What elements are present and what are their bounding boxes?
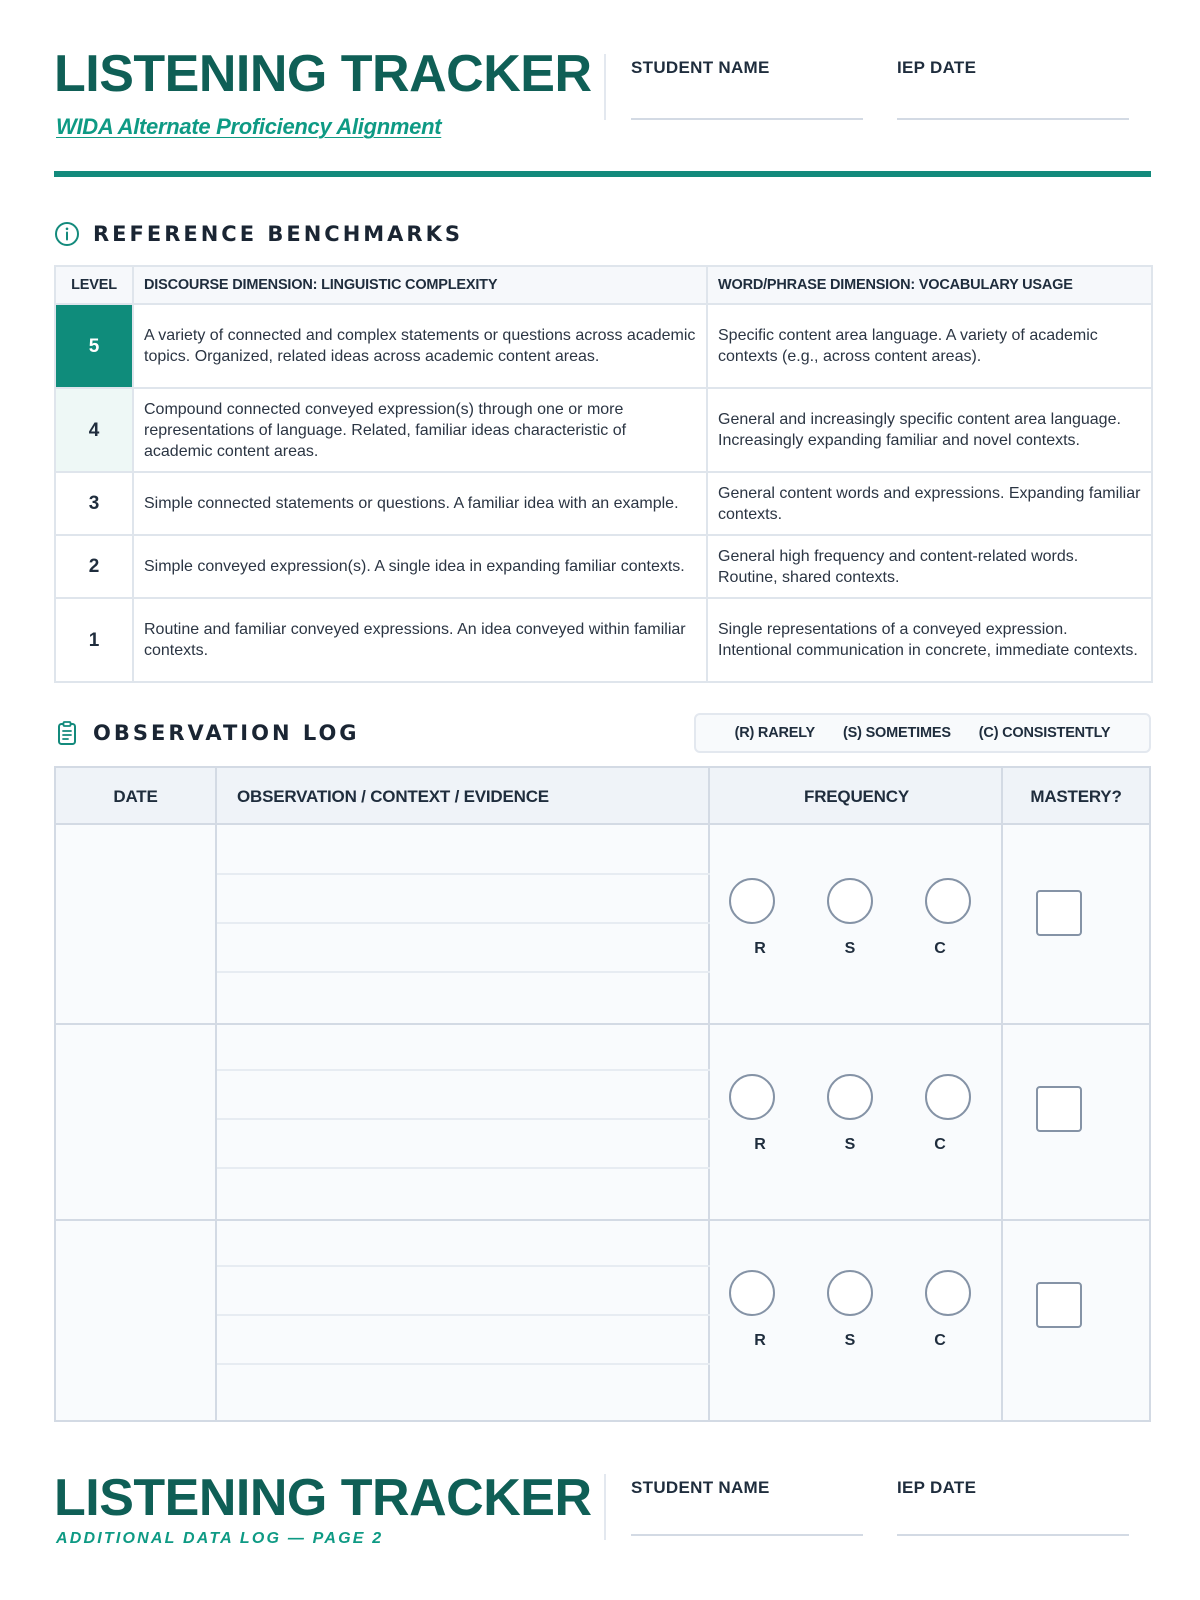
writing-line: [217, 1265, 710, 1267]
observation-header-row: [56, 768, 1149, 825]
discourse-cell: Compound connected conveyed expression(s) through one or more representations of language. Related, familiar ideas characteristic of academic content areas.: [133, 388, 707, 472]
clipboard-icon: [54, 720, 80, 746]
info-circle-icon: [54, 221, 80, 247]
level-cell: 4: [55, 388, 133, 472]
frequency-radio-s[interactable]: [827, 1074, 873, 1120]
frequency-label-c: C: [934, 940, 946, 957]
mastery-checkbox[interactable]: [1036, 890, 1082, 936]
vocab-cell: General and increasingly specific content area language. Increasingly expanding familiar and novel contexts.: [707, 388, 1152, 472]
vocab-cell: Specific content area language. A variety of academic contexts (e.g., across content areas).: [707, 304, 1152, 388]
writing-line: [217, 1314, 710, 1316]
header-divider: [604, 1474, 606, 1540]
frequency-label-s: S: [844, 940, 856, 957]
page2-title: LISTENING TRACKER: [54, 1469, 592, 1527]
student-name-label: STUDENT NAME: [631, 58, 770, 77]
col-header-level: LEVEL: [55, 266, 133, 304]
frequency-legend: [694, 713, 1151, 753]
header-rule: [54, 171, 1151, 177]
frequency-label-r: R: [754, 1136, 766, 1153]
student-name-label: STUDENT NAME: [631, 1478, 770, 1497]
legend-consistently: (C) CONSISTENTLY: [978, 725, 1111, 741]
page2-header: [54, 1420, 1151, 1547]
benchmarks-section-header: [54, 219, 463, 249]
frequency-radio-s[interactable]: [827, 878, 873, 924]
frequency-radio-r[interactable]: [729, 1270, 775, 1316]
frequency-radio-c[interactable]: [925, 1270, 971, 1316]
legend-sometimes: (S) SOMETIMES: [843, 725, 951, 741]
col-header-observation: OBSERVATION / CONTEXT / EVIDENCE: [237, 787, 549, 806]
frequency-label-c: C: [934, 1332, 946, 1349]
page2-subtitle: ADDITIONAL DATA LOG — PAGE 2: [56, 1530, 384, 1547]
table-row: [55, 598, 1152, 682]
writing-line: [217, 1069, 710, 1071]
benchmarks-title: REFERENCE BENCHMARKS: [93, 222, 463, 246]
iep-date-line[interactable]: [897, 118, 1129, 120]
table-row: [55, 304, 1152, 388]
benchmarks-table: [54, 265, 1153, 683]
table-row: [55, 535, 1152, 598]
observation-section-header: [54, 718, 360, 748]
page2-student-name-field[interactable]: [631, 1478, 863, 1498]
writing-line: [217, 873, 710, 875]
writing-line: [217, 922, 710, 924]
frequency-label-c: C: [934, 1136, 946, 1153]
col-header-frequency: FREQUENCY: [804, 787, 909, 806]
page-subtitle: WIDA Alternate Proficiency Alignment: [56, 114, 442, 139]
level-cell: 2: [55, 535, 133, 598]
observation-row: [56, 1217, 1149, 1417]
level-cell: 3: [55, 472, 133, 535]
writing-line: [217, 971, 710, 973]
discourse-cell: A variety of connected and complex statements or questions across academic topics. Organized, related ideas across academic content areas.: [133, 304, 707, 388]
col-header-discourse: DISCOURSE DIMENSION: LINGUISTIC COMPLEXITY: [133, 266, 707, 304]
date-cell[interactable]: [56, 1217, 215, 1415]
observation-row: [56, 1021, 1149, 1221]
col-header-vocab: WORD/PHRASE DIMENSION: VOCABULARY USAGE: [707, 266, 1152, 304]
frequency-label-s: S: [844, 1332, 856, 1349]
table-row: [55, 388, 1152, 472]
writing-line: [217, 1118, 710, 1120]
discourse-cell: Simple connected statements or questions. A familiar idea with an example.: [133, 472, 707, 535]
date-cell[interactable]: [56, 825, 215, 1023]
frequency-radio-c[interactable]: [925, 1074, 971, 1120]
writing-line: [217, 1363, 710, 1365]
iep-date-field[interactable]: [897, 58, 1129, 78]
frequency-radio-c[interactable]: [925, 878, 971, 924]
table-row: [55, 472, 1152, 535]
student-name-line[interactable]: [631, 1534, 863, 1536]
writing-line: [217, 1167, 710, 1169]
student-name-field[interactable]: [631, 58, 863, 78]
vocab-cell: Single representations of a conveyed expression. Intentional communication in concrete, immediate contexts.: [707, 598, 1152, 682]
col-header-mastery: MASTERY?: [1030, 787, 1122, 806]
frequency-radio-r[interactable]: [729, 1074, 775, 1120]
frequency-label-r: R: [754, 940, 766, 957]
student-name-line[interactable]: [631, 118, 863, 120]
frequency-radio-s[interactable]: [827, 1270, 873, 1316]
mastery-checkbox[interactable]: [1036, 1282, 1082, 1328]
page-title: LISTENING TRACKER: [54, 45, 592, 103]
frequency-label-s: S: [844, 1136, 856, 1153]
mastery-checkbox[interactable]: [1036, 1086, 1082, 1132]
page-header: [54, 0, 1151, 139]
vocab-cell: General high frequency and content-related words. Routine, shared contexts.: [707, 535, 1152, 598]
frequency-radio-r[interactable]: [729, 878, 775, 924]
discourse-cell: Simple conveyed expression(s). A single idea in expanding familiar contexts.: [133, 535, 707, 598]
date-cell[interactable]: [56, 1021, 215, 1219]
discourse-cell: Routine and familiar conveyed expressions. An idea conveyed within familiar contexts.: [133, 598, 707, 682]
frequency-label-r: R: [754, 1332, 766, 1349]
iep-date-line[interactable]: [897, 1534, 1129, 1536]
level-cell: 5: [55, 304, 133, 388]
iep-date-label: IEP DATE: [897, 1478, 977, 1497]
observation-table: [54, 766, 1151, 1422]
observation-row: [56, 825, 1149, 1025]
legend-rarely: (R) RARELY: [734, 725, 816, 741]
observation-title: OBSERVATION LOG: [93, 721, 360, 745]
vocab-cell: General content words and expressions. Expanding familiar contexts.: [707, 472, 1152, 535]
level-cell: 1: [55, 598, 133, 682]
col-header-date: DATE: [113, 787, 158, 806]
iep-date-label: IEP DATE: [897, 58, 977, 77]
page2-iep-date-field[interactable]: [897, 1478, 1129, 1498]
header-divider: [604, 54, 606, 120]
